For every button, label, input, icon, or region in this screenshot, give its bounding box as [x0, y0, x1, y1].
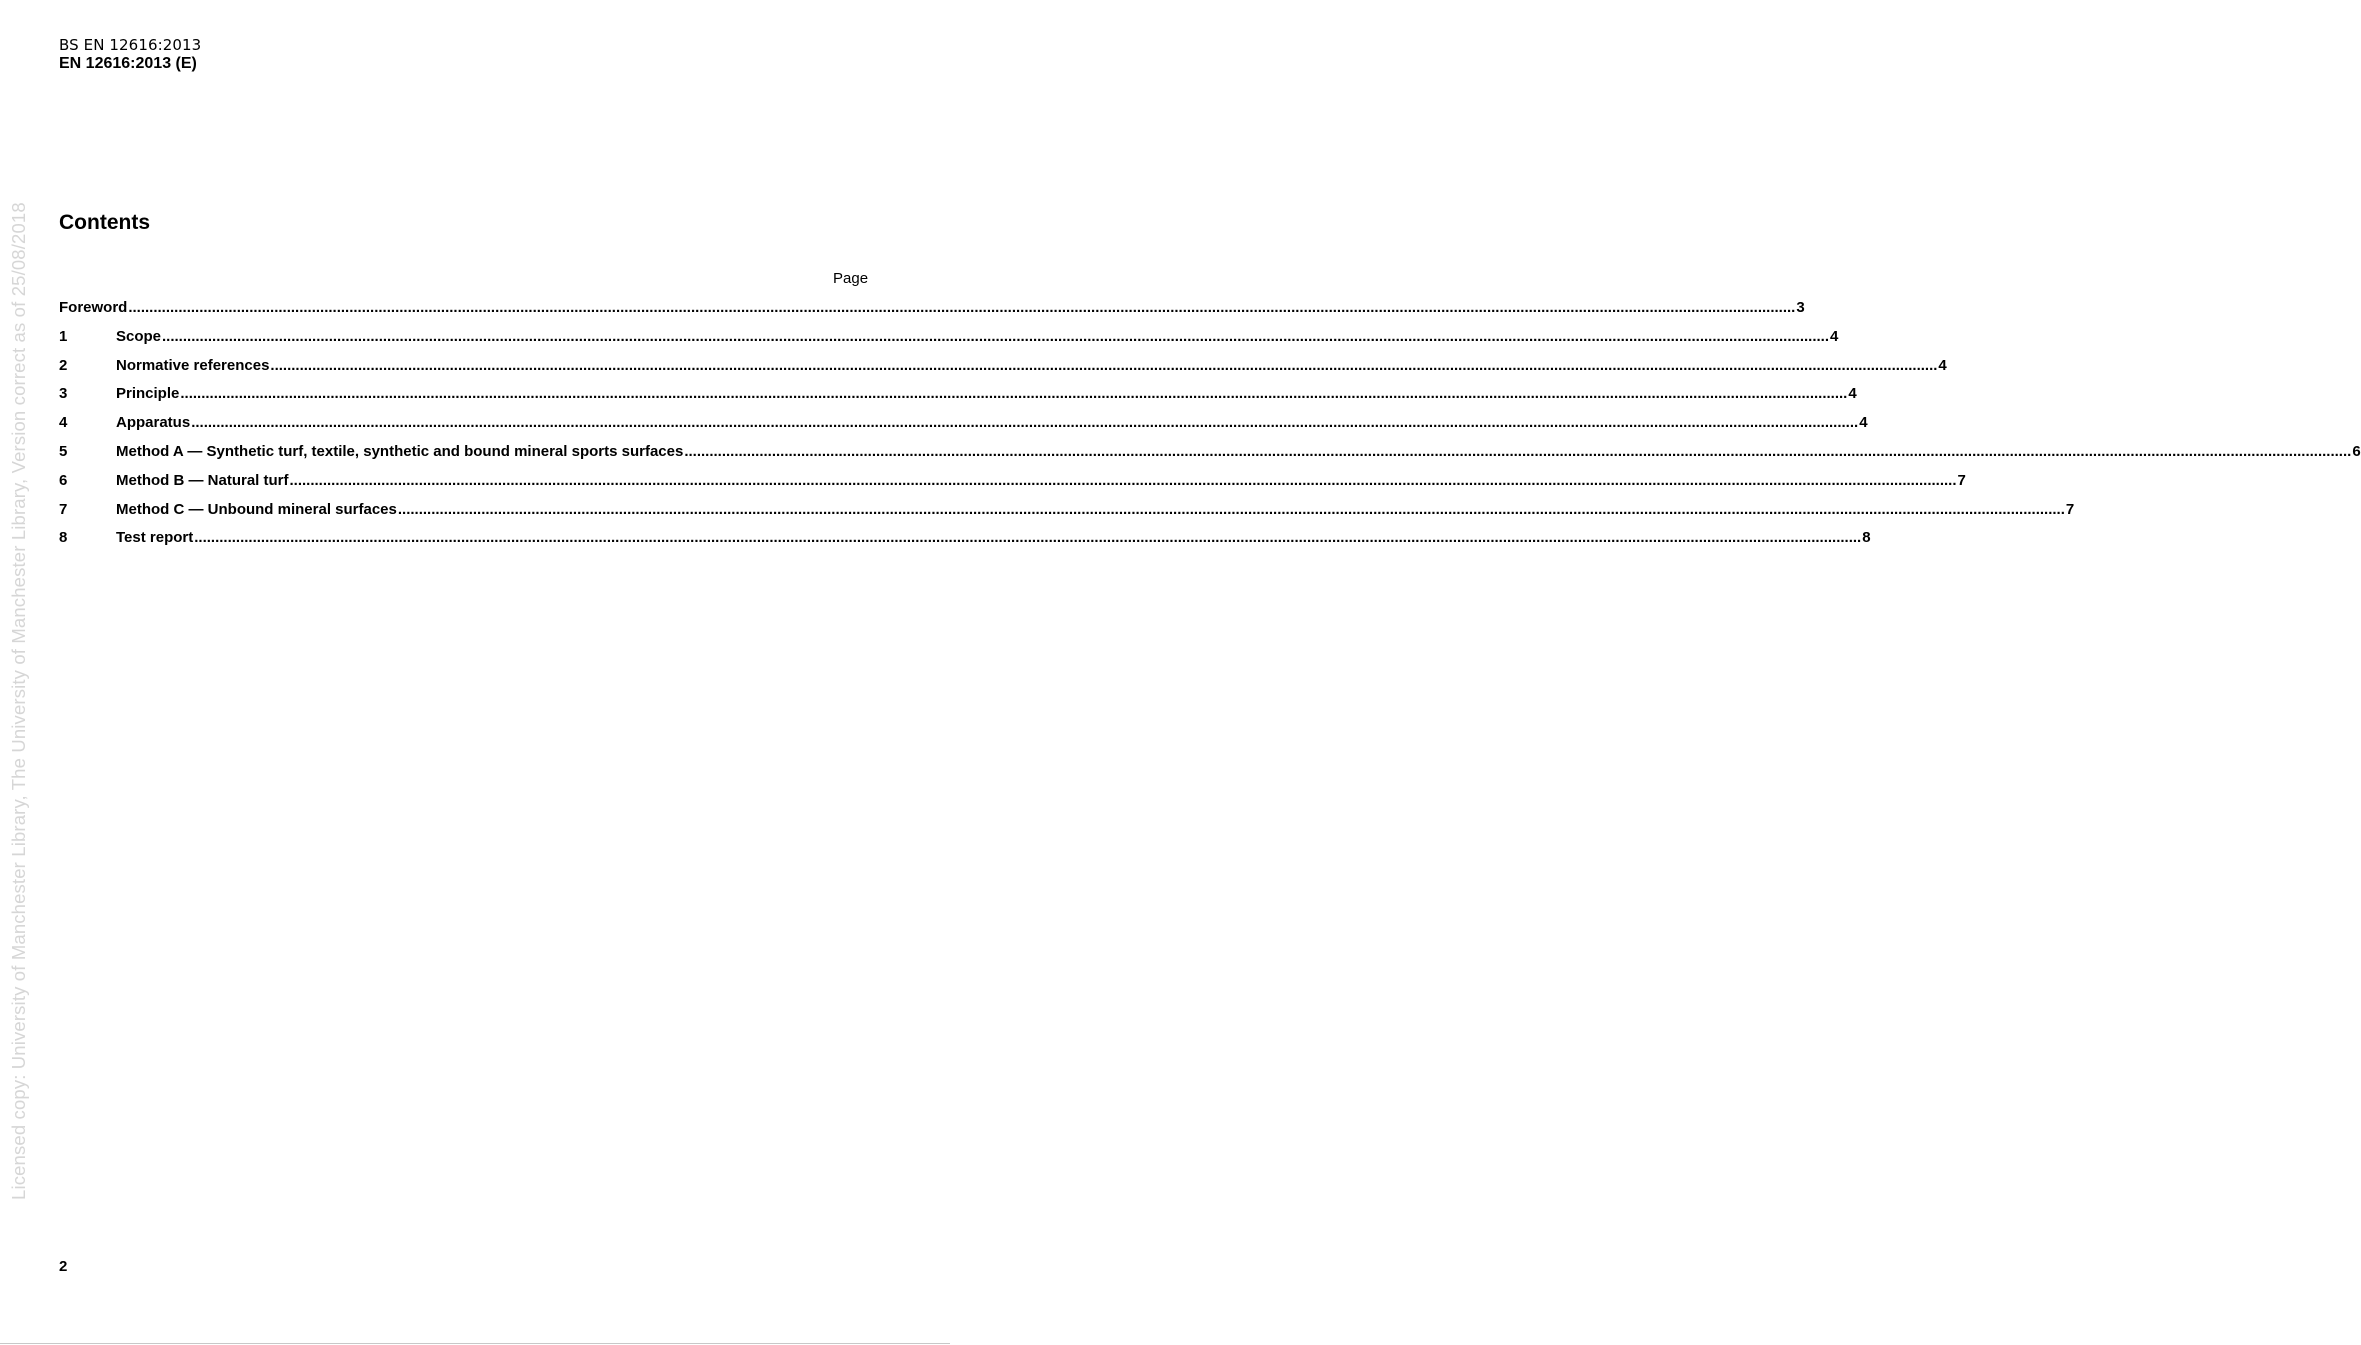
document-header: [59, 36, 201, 74]
toc-entry-method-a[interactable]: [59, 442, 2361, 471]
toc-entry-number: 8: [59, 529, 68, 547]
toc-entry-page: 7: [1957, 471, 1966, 489]
toc-entry-scope[interactable]: [59, 327, 1839, 356]
toc-entry-test-report[interactable]: [59, 528, 1871, 557]
toc-entry-principle[interactable]: [59, 384, 1857, 413]
standard-reference: BS EN 12616:2013: [59, 36, 202, 54]
toc-entry-title: Normative references: [116, 356, 270, 374]
toc-leader-dots: ................................................................................................................................................................................................................................................................................................................................................................................................................: [684, 442, 2352, 460]
page-number: 2: [59, 1258, 68, 1275]
toc-entry-number: 2: [59, 356, 68, 374]
standard-reference-bold: EN 12616:2013 (E): [59, 55, 197, 72]
toc-entry-method-c[interactable]: [59, 500, 2075, 529]
toc-entry-page: 6: [2352, 442, 2361, 460]
toc-entry-page: 4: [1848, 385, 1857, 403]
toc-entry-title: Scope: [116, 327, 162, 345]
toc-entry-number: 4: [59, 414, 68, 432]
toc-entry-title: Method C — Unbound mineral surfaces: [116, 500, 397, 518]
toc-entry-apparatus[interactable]: [59, 413, 1868, 442]
toc-entry-method-b[interactable]: [59, 471, 1966, 500]
toc-entry-title: Method A — Synthetic turf, textile, synthetic and bound mineral sports surfaces: [116, 442, 684, 460]
page-column-label: Page: [833, 270, 869, 287]
toc-entry-title: Test report: [116, 529, 194, 547]
toc-leader-dots: ................................................................................................................................................................................................................................................................................................................................................................................................................: [191, 414, 1859, 432]
toc-leader-dots: ................................................................................................................................................................................................................................................................................................................................................................................................................: [180, 385, 1848, 403]
toc-entry-number: 6: [59, 471, 68, 489]
page-title: Contents: [59, 211, 150, 234]
toc-entry-title: Principle: [116, 385, 180, 403]
toc-leader-dots: ................................................................................................................................................................................................................................................................................................................................................................................................................: [194, 529, 1862, 547]
toc-leader-dots: ................................................................................................................................................................................................................................................................................................................................................................................................................: [128, 299, 1796, 316]
toc-leader-dots: ................................................................................................................................................................................................................................................................................................................................................................................................................: [162, 327, 1830, 345]
toc-entry-foreword[interactable]: [59, 298, 1805, 327]
toc-entry-number: 7: [59, 500, 68, 518]
toc-leader-dots: ................................................................................................................................................................................................................................................................................................................................................................................................................: [270, 356, 1938, 374]
toc-entry-number: 3: [59, 385, 68, 403]
toc-entry-page: 4: [1830, 327, 1839, 345]
toc-entry-title: Foreword: [59, 299, 128, 316]
license-watermark: Licensed copy: University of Manchester Library, The University of Manchester Library, Version correct as of 25/08/2018: [8, 202, 29, 1200]
toc-entry-number: 1: [59, 327, 68, 345]
toc-entry-page: 8: [1862, 529, 1871, 547]
toc-entry-page: 7: [2065, 500, 2075, 518]
toc-entry-title: Apparatus: [116, 414, 191, 432]
toc-entry-page: 4: [1859, 414, 1868, 432]
page-edge-divider: [0, 1343, 950, 1344]
toc-entry-number: 5: [59, 442, 68, 460]
toc-entry-page: 4: [1938, 356, 1947, 374]
table-of-contents: [59, 298, 2361, 557]
toc-entry-normative-references[interactable]: [59, 356, 1947, 385]
toc-leader-dots: ................................................................................................................................................................................................................................................................................................................................................................................................................: [289, 471, 1957, 489]
toc-entry-page: 3: [1796, 299, 1805, 316]
toc-leader-dots: ................................................................................................................................................................................................................................................................................................................................................................................................................: [397, 500, 2065, 518]
toc-entry-title: Method B — Natural turf: [116, 471, 289, 489]
